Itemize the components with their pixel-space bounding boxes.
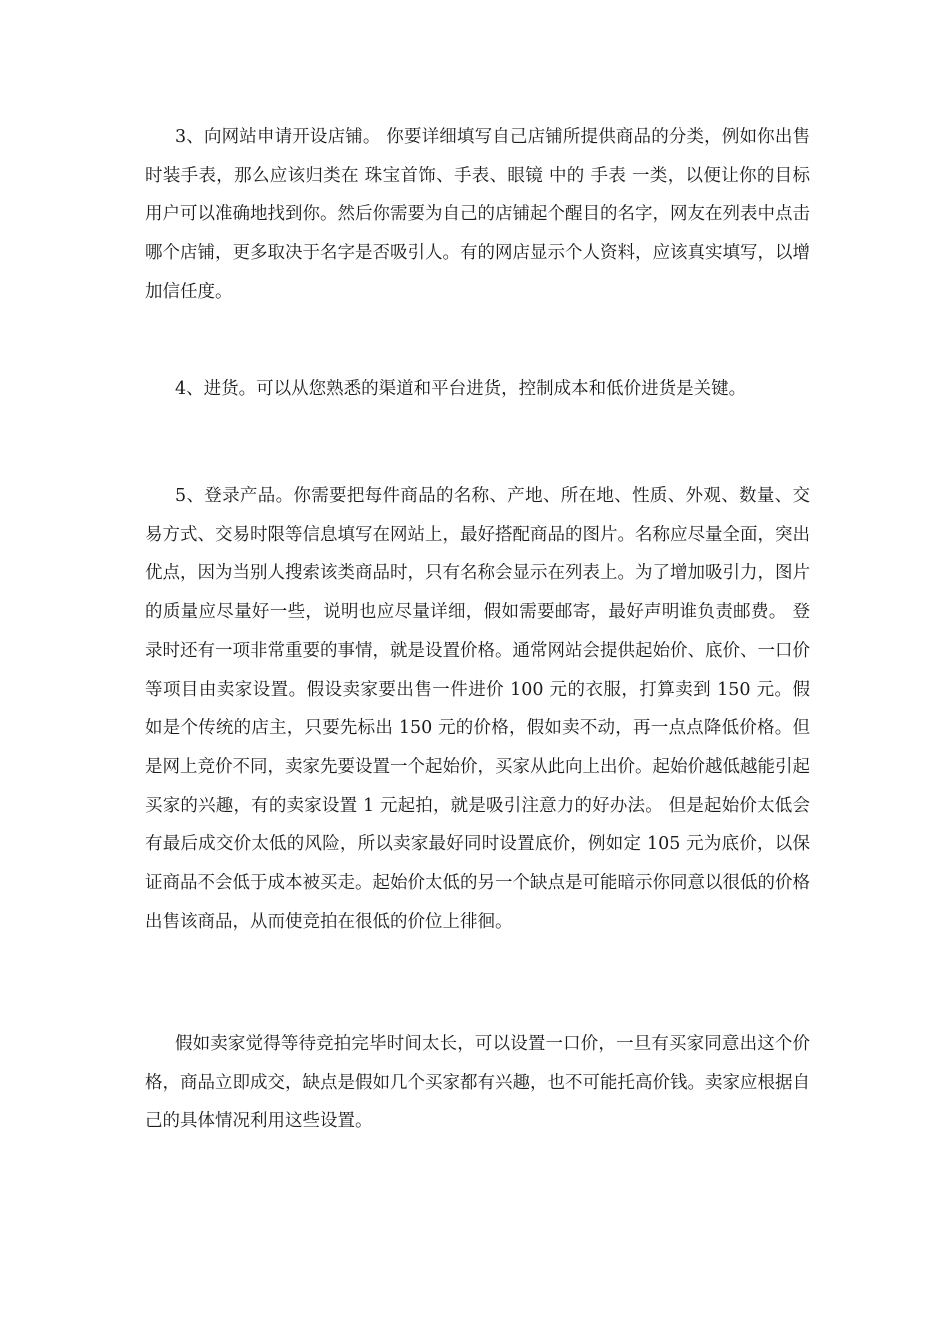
paragraph-open-store: 3、向网站申请开设店铺。 你要详细填写自己店铺所提供商品的分类，例如你出售时装手表，那么应该归类在 珠宝首饰、手表、眼镜 中的 手表 一类，以便让你的目标用户可以准确地找到你。然后你需要为自己的店铺起个醒目的名字，网友在列表中点击哪个店铺，更多取决于名字是否吸引人。有的网店显示个人资料，应该真实填写，以增加信任度。 [145,127,810,302]
paragraph-buy-it-now: 假如卖家觉得等待竞拍完毕时间太长，可以设置一口价，一旦有买家同意出这个价格，商品立即成交，缺点是假如几个买家都有兴趣，也不可能托高价钱。卖家应根据自己的具体情况利用这些设置。 [145,1034,810,1132]
paragraph-list-products: 5、登录产品。你需要把每件商品的名称、产地、所在地、性质、外观、数量、交易方式、交易时限等信息填写在网站上，最好搭配商品的图片。名称应尽量全面，突出优点，因为当别人搜索该类商品时，只有名称会显示在列表上。为了增加吸引力，图片的质量应尽量好一些，说明也应尽量详细，假如需要邮寄，最好声明谁负责邮费。 登录时还有一项非常重要的事情，就是设置价格。通常网站会提供起始价、底价、一口价等项目由卖家设置。假设卖家要出售一件进价 100 元的衣服，打算卖到 150 元。假如是个传统的店主，只要先标出 150 元的价格，假如卖不动，再一点点降低价格。但是网上竞价不同，卖家先要设置一个起始价，买家从此向上出价。起始价越低越能引起买家的兴趣，有的卖家设置 1 元起拍，就是吸引注意力的好办法。 但是起始价太低会有最后成交价太低的风险，所以卖家最好同时设置底价，例如定 105 元为底价，以保证商品不会低于成本被买走。起始价太低的另一个缺点是可能暗示你同意以很低的价格出售该商品，从而使竞拍在很低的价位上徘徊。 [145,486,810,932]
paragraph-stock-goods: 4、进货。可以从您熟悉的渠道和平台进货，控制成本和低价进货是关键。 [175,379,747,399]
